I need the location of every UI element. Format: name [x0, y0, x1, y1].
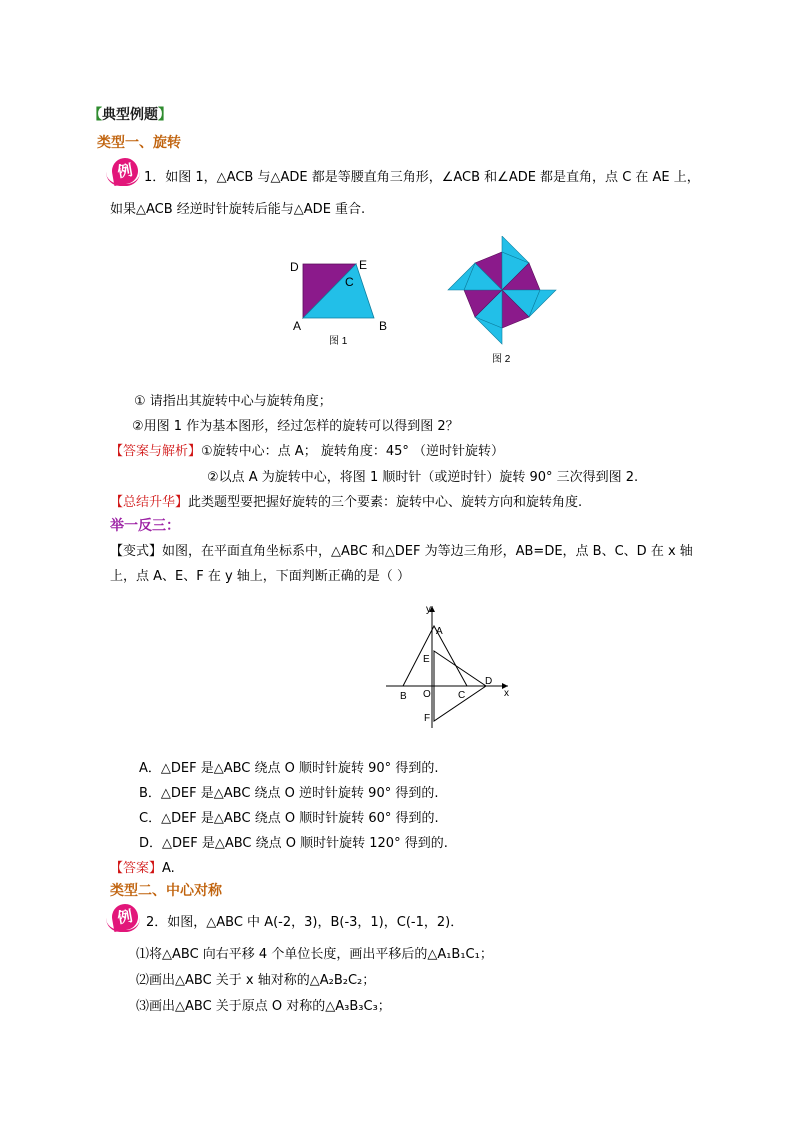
label-b: B	[379, 319, 388, 333]
fig1-caption: 图 1	[329, 336, 348, 347]
label-a3: A	[436, 626, 443, 637]
option-b: B．△DEF 是△ABC 绕点 O 逆时针旋转 90° 得到的.	[139, 786, 439, 801]
answer1-text1: ①旋转中心：点 A； 旋转角度：45° （逆时针旋转）	[201, 444, 505, 459]
badge-swoosh-icon	[106, 918, 140, 932]
answer1-line2: ②以点 A 为旋转中心，将图 1 顺时针（或逆时针）旋转 90° 三次得到图 2.	[207, 470, 639, 485]
question-2: ②用图 1 作为基本图形，经过怎样的旋转可以得到图 2？	[132, 419, 459, 434]
answer-analysis-tag: 【答案与解析】	[110, 444, 202, 459]
option-c: C．△DEF 是△ABC 绕点 O 顺时针旋转 60° 得到的.	[139, 811, 439, 826]
practice-heading: 举一反三：	[110, 518, 180, 534]
ex2-sub2: ⑵画出△ABC 关于 x 轴对称的△A₂B₂C₂；	[136, 973, 376, 988]
label-x: x	[504, 688, 509, 699]
example-badge-2: 例	[110, 902, 140, 932]
variant-line1: 【变式】如图，在平面直角坐标系中，△ABC 和△DEF 为等边三角形，AB=DE，点 B、C、D 在 x 轴	[110, 544, 693, 559]
label-c: C	[345, 275, 354, 289]
badge-swoosh-icon	[106, 172, 140, 186]
fig2-caption: 图 2	[492, 354, 511, 365]
example-badge-1: 例	[110, 156, 140, 186]
section-header-text: 典型例题	[102, 107, 158, 123]
option-d: D．△DEF 是△ABC 绕点 O 顺时针旋转 120° 得到的.	[139, 836, 448, 851]
label-f3: F	[424, 713, 431, 724]
type2-heading: 类型二、中心对称	[110, 883, 222, 899]
ex2-sub3: ⑶画出△ABC 关于原点 O 对称的△A₃B₃C₃；	[136, 999, 391, 1014]
answer2	[110, 857, 175, 876]
summary	[110, 491, 582, 510]
type1-heading: 类型一、旋转	[97, 135, 181, 151]
question-1: ① 请指出其旋转中心与旋转角度；	[134, 394, 332, 409]
variant-line2: 上，点 A、E、F 在 y 轴上，下面判断正确的是（ ）	[110, 569, 410, 584]
ex2-line1: 2．如图，△ABC 中 A(-2，3)，B(-3，1)，C(-1，2)．	[146, 915, 464, 930]
answer1-line1	[110, 440, 504, 459]
label-d3: D	[485, 676, 493, 687]
label-d: D	[290, 260, 299, 274]
figure-2	[444, 236, 564, 368]
summary-text: 此类题型要把握好旋转的三个要素：旋转中心、旋转方向和旋转角度.	[188, 495, 583, 510]
bracket-open: 【	[88, 107, 102, 123]
label-b3: B	[400, 691, 407, 702]
label-a: A	[293, 319, 302, 333]
summary-tag: 【总结升华】	[110, 495, 189, 510]
bracket-close: 】	[158, 107, 172, 123]
label-c3: C	[458, 690, 466, 701]
label-o: O	[423, 689, 431, 700]
label-e: E	[359, 258, 368, 272]
section-header	[88, 104, 172, 124]
triangle-abc	[403, 626, 467, 686]
figure-1	[284, 252, 394, 348]
label-e3: E	[423, 654, 430, 665]
answer2-text: A.	[162, 861, 175, 876]
ex1-line1: 1．如图 1，△ACB 与△ADE 都是等腰直角三角形，∠ACB 和∠ADE 都是直角，点 C 在 AE 上，	[144, 170, 700, 185]
ex1-line2: 如果△ACB 经逆时针旋转后能与△ADE 重合.	[110, 202, 366, 217]
ex2-sub1: ⑴将△ABC 向右平移 4 个单位长度，画出平移后的△A₁B₁C₁；	[136, 947, 493, 962]
label-y: y	[426, 604, 431, 615]
answer-tag: 【答案】	[110, 861, 163, 876]
figure-3	[380, 600, 520, 734]
option-a: A．△DEF 是△ABC 绕点 O 顺时针旋转 90° 得到的.	[139, 761, 439, 776]
